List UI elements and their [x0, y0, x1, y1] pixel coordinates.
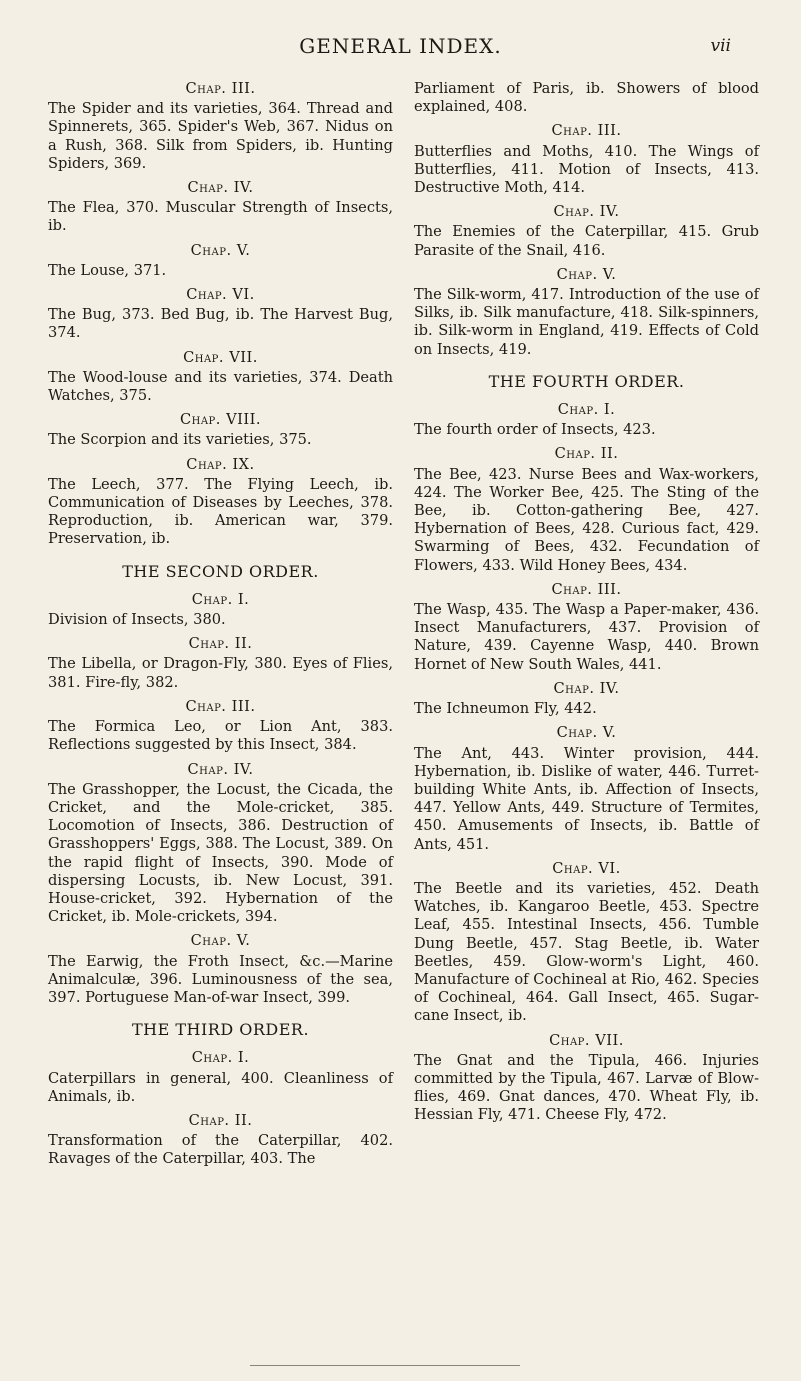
chapter-heading: Chap. V.: [556, 724, 617, 742]
page-number: vii: [710, 36, 731, 56]
index-entry: The Gnat and the Tipula, 466. Injuries committed by the Tipula, 467. Larvæ of Blow-flies, 469. Gnat dances, 470. Wheat Fly, ib. Hessian Fly, 471. Cheese Fly, 472.: [414, 1051, 759, 1124]
index-entry: The Spider and its varieties, 364. Thread and Spinnerets, 365. Spider's Web, 367. Nidus on a Rush, 368. Silk from Spiders, ib. Hunting Spiders, 369.: [48, 100, 393, 172]
chapter-heading: Chap. IV.: [187, 760, 254, 778]
index-entry: Parliament of Paris, ib. Showers of blood explained, 408.: [414, 80, 759, 116]
index-entry: The Formica Leo, or Lion Ant, 383. Reflections suggested by this Insect, 384.: [48, 718, 393, 754]
index-entry: The Earwig, the Froth Insect, &c.—Marine Animalculæ, 396. Luminousness of the sea, 397. Portuguese Man-of-war Insect, 399.: [48, 952, 393, 1006]
index-entry: The Bee, 423. Nurse Bees and Wax-workers, 424. The Worker Bee, 425. The Sting of the Bee, ib. Cotton-gathering Bee, 427. Hybernation of Bees, 428. Curious fact, 429. Swarming of Bees, 432. Fecundation of Flowers, 433. Wild Honey Bees, 434.: [414, 465, 759, 574]
footer-rule: [250, 1365, 520, 1366]
index-entry: The Libella, or Dragon-Fly, 380. Eyes of Flies, 381. Fire-fly, 382.: [48, 655, 393, 691]
index-entry: The Bug, 373. Bed Bug, ib. The Harvest Bug, 374.: [48, 306, 393, 342]
order-heading: THE SECOND ORDER.: [122, 561, 319, 581]
index-entry: The fourth order of Insects, 423.: [414, 421, 656, 439]
chapter-heading: Chap. IV.: [553, 203, 620, 221]
index-entry: The Flea, 370. Muscular Strength of Insects, ib.: [48, 199, 393, 235]
order-heading: THE THIRD ORDER.: [131, 1020, 310, 1040]
chapter-heading: Chap. VII.: [549, 1031, 624, 1049]
chapter-heading: Chap. I.: [191, 590, 250, 608]
chapter-heading: Chap. V.: [190, 932, 251, 950]
chapter-heading: Chap. III.: [185, 80, 256, 97]
index-entry: The Louse, 371.: [48, 261, 167, 279]
chapter-heading: Chap. III.: [185, 697, 256, 715]
running-head: [0, 34, 801, 64]
index-entry: The Ichneumon Fly, 442.: [414, 700, 597, 718]
chapter-heading: Chap. VIII.: [179, 411, 262, 429]
index-entry: The Enemies of the Caterpillar, 415. Grub Parasite of the Snail, 416.: [414, 223, 759, 259]
index-entry: The Wasp, 435. The Wasp a Paper-maker, 436. Insect Manufacturers, 437. Provision of Nature, 439. Cayenne Wasp, 440. Brown Hornet of New South Wales, 441.: [414, 601, 759, 673]
index-entry: Caterpillars in general, 400. Cleanliness of Animals, ib.: [48, 1069, 393, 1105]
chapter-heading: Chap. VI.: [552, 859, 621, 877]
chapter-heading: Chap. II.: [554, 445, 619, 463]
chapter-heading: Chap. VI.: [186, 286, 255, 304]
chapter-heading: Chap. II.: [188, 635, 253, 653]
index-entry: The Ant, 443. Winter provision, 444. Hybernation, ib. Dislike of water, 446. Turret-building White Ants, ib. Affection of Insects, 447. Yellow Ants, 449. Structure of Termites, 450. Amusements of Insects, ib. Battle of Ants, 451.: [414, 744, 759, 853]
index-entry: Transformation of the Caterpillar, 402. Ravages of the Caterpillar, 403. The: [48, 1132, 393, 1168]
chapter-heading: Chap. III.: [551, 580, 622, 598]
index-entry: Division of Insects, 380.: [48, 611, 226, 629]
chapter-heading: Chap. I.: [191, 1049, 250, 1067]
index-entry: The Beetle and its varieties, 452. Death Watches, ib. Kangaroo Beetle, 453. Spectre Leaf, 455. Intestinal Insects, 456. Tumble Dung Beetle, 457. Stag Beetle, ib. Water Beetles, 459. Glow-worm's Light, 460. Manufacture of Cochineal at Rio, 462. Species of Cochineal, 464. Gall Insect, 465. Sugar-cane Insect, ib.: [414, 879, 759, 1025]
index-entry: The Wood-louse and its varieties, 374. Death Watches, 375.: [48, 368, 393, 405]
index-entry: Butterflies and Moths, 410. The Wings of Butterflies, 411. Motion of Insects, 413. Destructive Moth, 414.: [414, 142, 759, 197]
chapter-heading: Chap. IX.: [186, 455, 255, 473]
left-column: [48, 80, 393, 1169]
chapter-heading: Chap. V.: [556, 265, 617, 283]
index-entry: The Leech, 377. The Flying Leech, ib. Communication of Diseases by Leeches, 378. Reproduction, ib. American war, 379. Preservation, ib.: [48, 475, 393, 548]
chapter-heading: Chap. V.: [190, 241, 251, 259]
chapter-heading: Chap. VII.: [183, 348, 258, 366]
index-entry: The Grasshopper, the Locust, the Cicada, the Cricket, and the Mole-cricket, 385. Locomotion of Insects, 386. Destruction of Grasshoppers' Eggs, 388. The Locust, 389. On the rapid flight of Insects, 390. Mode of dispersing Locusts, ib. New Locust, 391. House-cricket, 392. Hybernation of the Cricket, ib. Mole-crickets, 394.: [48, 780, 393, 926]
chapter-heading: Chap. II.: [188, 1111, 253, 1129]
right-column: [414, 80, 759, 1125]
chapter-heading: Chap. IV.: [553, 679, 620, 697]
chapter-heading: Chap. III.: [551, 122, 622, 140]
index-entry: The Scorpion and its varieties, 375.: [48, 431, 312, 449]
index-entry: The Silk-worm, 417. Introduction of the use of Silks, ib. Silk manufacture, 418. Silk-spinners, ib. Silk-worm in England, 419. Effects of Cold on Insects, 419.: [414, 286, 759, 358]
running-title: GENERAL INDEX.: [299, 34, 502, 58]
order-heading: THE FOURTH ORDER.: [488, 371, 685, 391]
chapter-heading: Chap. IV.: [187, 179, 254, 197]
chapter-heading: Chap. I.: [557, 401, 616, 419]
